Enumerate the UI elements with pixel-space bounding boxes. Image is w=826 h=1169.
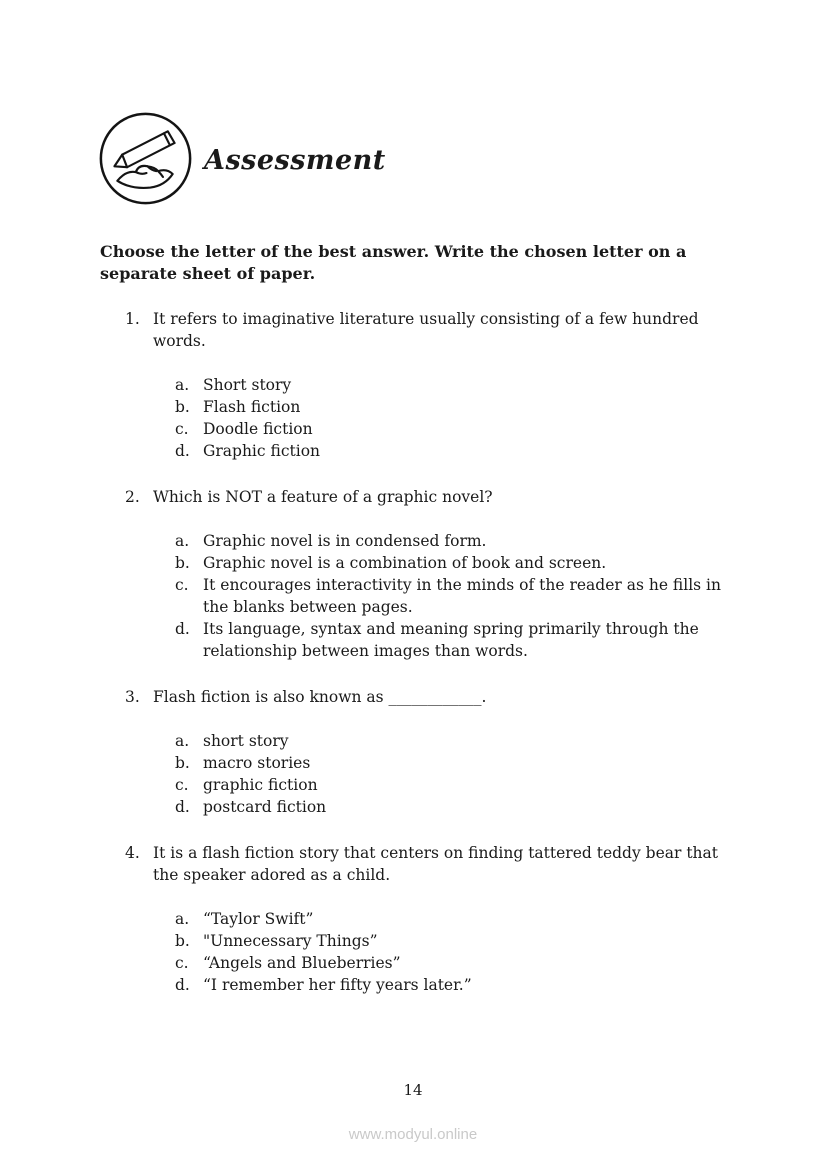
option-list: [175, 530, 765, 662]
option-letter: b.: [175, 754, 190, 772]
option-letter: d.: [175, 442, 190, 460]
option-letter: b.: [175, 554, 190, 572]
question-text: Flash fiction is also known as ____________.: [153, 688, 487, 706]
option-list: [175, 374, 765, 462]
question-item-2: [125, 486, 765, 662]
question-text: It refers to imaginative literature usually consisting of a few hundred words.: [153, 310, 699, 350]
option-item: [175, 930, 765, 952]
option-letter: c.: [175, 576, 189, 594]
question-text: It is a flash fiction story that centers on finding tattered teddy bear that the speaker adored as a child.: [153, 844, 719, 884]
option-item: [175, 552, 765, 574]
option-letter: d.: [175, 798, 190, 816]
option-item: [175, 418, 765, 440]
option-item: [175, 774, 765, 796]
assessment-header: [97, 110, 386, 207]
option-item: [175, 752, 765, 774]
question-item-3: [125, 686, 765, 818]
question-item-1: [125, 308, 765, 462]
option-letter: c.: [175, 420, 189, 438]
option-letter: c.: [175, 776, 189, 794]
option-text: Doodle fiction: [203, 420, 313, 438]
question-item-4: [125, 842, 765, 996]
option-letter: c.: [175, 954, 189, 972]
question-number: 4.: [125, 844, 140, 862]
option-text: graphic fiction: [203, 776, 318, 794]
option-letter: d.: [175, 976, 190, 994]
option-item: [175, 374, 765, 396]
option-letter: b.: [175, 398, 190, 416]
option-text: “Taylor Swift”: [203, 910, 314, 928]
option-item: [175, 574, 765, 618]
option-text: Short story: [203, 376, 292, 394]
option-item: [175, 396, 765, 418]
option-text: Its language, syntax and meaning spring primarily through the relationship between images than words.: [203, 620, 699, 660]
option-item: [175, 796, 765, 818]
option-text: “Angels and Blueberries”: [203, 954, 401, 972]
option-text: Graphic fiction: [203, 442, 321, 460]
page-number: 14: [403, 1081, 423, 1099]
option-letter: a.: [175, 910, 190, 928]
question-list: [125, 308, 765, 1020]
writing-hand-icon: [97, 110, 194, 207]
option-item: [175, 618, 765, 662]
option-text: Graphic novel is a combination of book and screen.: [203, 554, 607, 572]
option-item: [175, 952, 765, 974]
watermark: www.modyul.online: [348, 1126, 478, 1143]
instructions-text: Choose the letter of the best answer. Write the chosen letter on a separate sheet of paper.: [100, 242, 687, 283]
option-letter: a.: [175, 376, 190, 394]
option-letter: b.: [175, 932, 190, 950]
question-number: 3.: [125, 688, 140, 706]
option-text: macro stories: [203, 754, 311, 772]
option-text: “I remember her fifty years later.”: [203, 976, 472, 994]
option-text: "Unnecessary Things”: [203, 932, 378, 950]
option-letter: a.: [175, 732, 190, 750]
question-number: 1.: [125, 310, 140, 328]
option-item: [175, 440, 765, 462]
option-item: [175, 974, 765, 996]
question-number: 2.: [125, 488, 140, 506]
option-item: [175, 730, 765, 752]
option-letter: d.: [175, 620, 190, 638]
option-text: Flash fiction: [203, 398, 301, 416]
option-item: [175, 530, 765, 552]
option-text: Graphic novel is in condensed form.: [203, 532, 487, 550]
option-letter: a.: [175, 532, 190, 550]
option-text: postcard fiction: [203, 798, 327, 816]
question-text: Which is NOT a feature of a graphic novel?: [153, 488, 493, 506]
page-title: Assessment: [204, 145, 386, 176]
option-list: [175, 908, 765, 996]
option-text: short story: [203, 732, 289, 750]
option-list: [175, 730, 765, 818]
option-text: It encourages interactivity in the minds of the reader as he fills in the blanks between pages.: [203, 576, 722, 616]
option-item: [175, 908, 765, 930]
